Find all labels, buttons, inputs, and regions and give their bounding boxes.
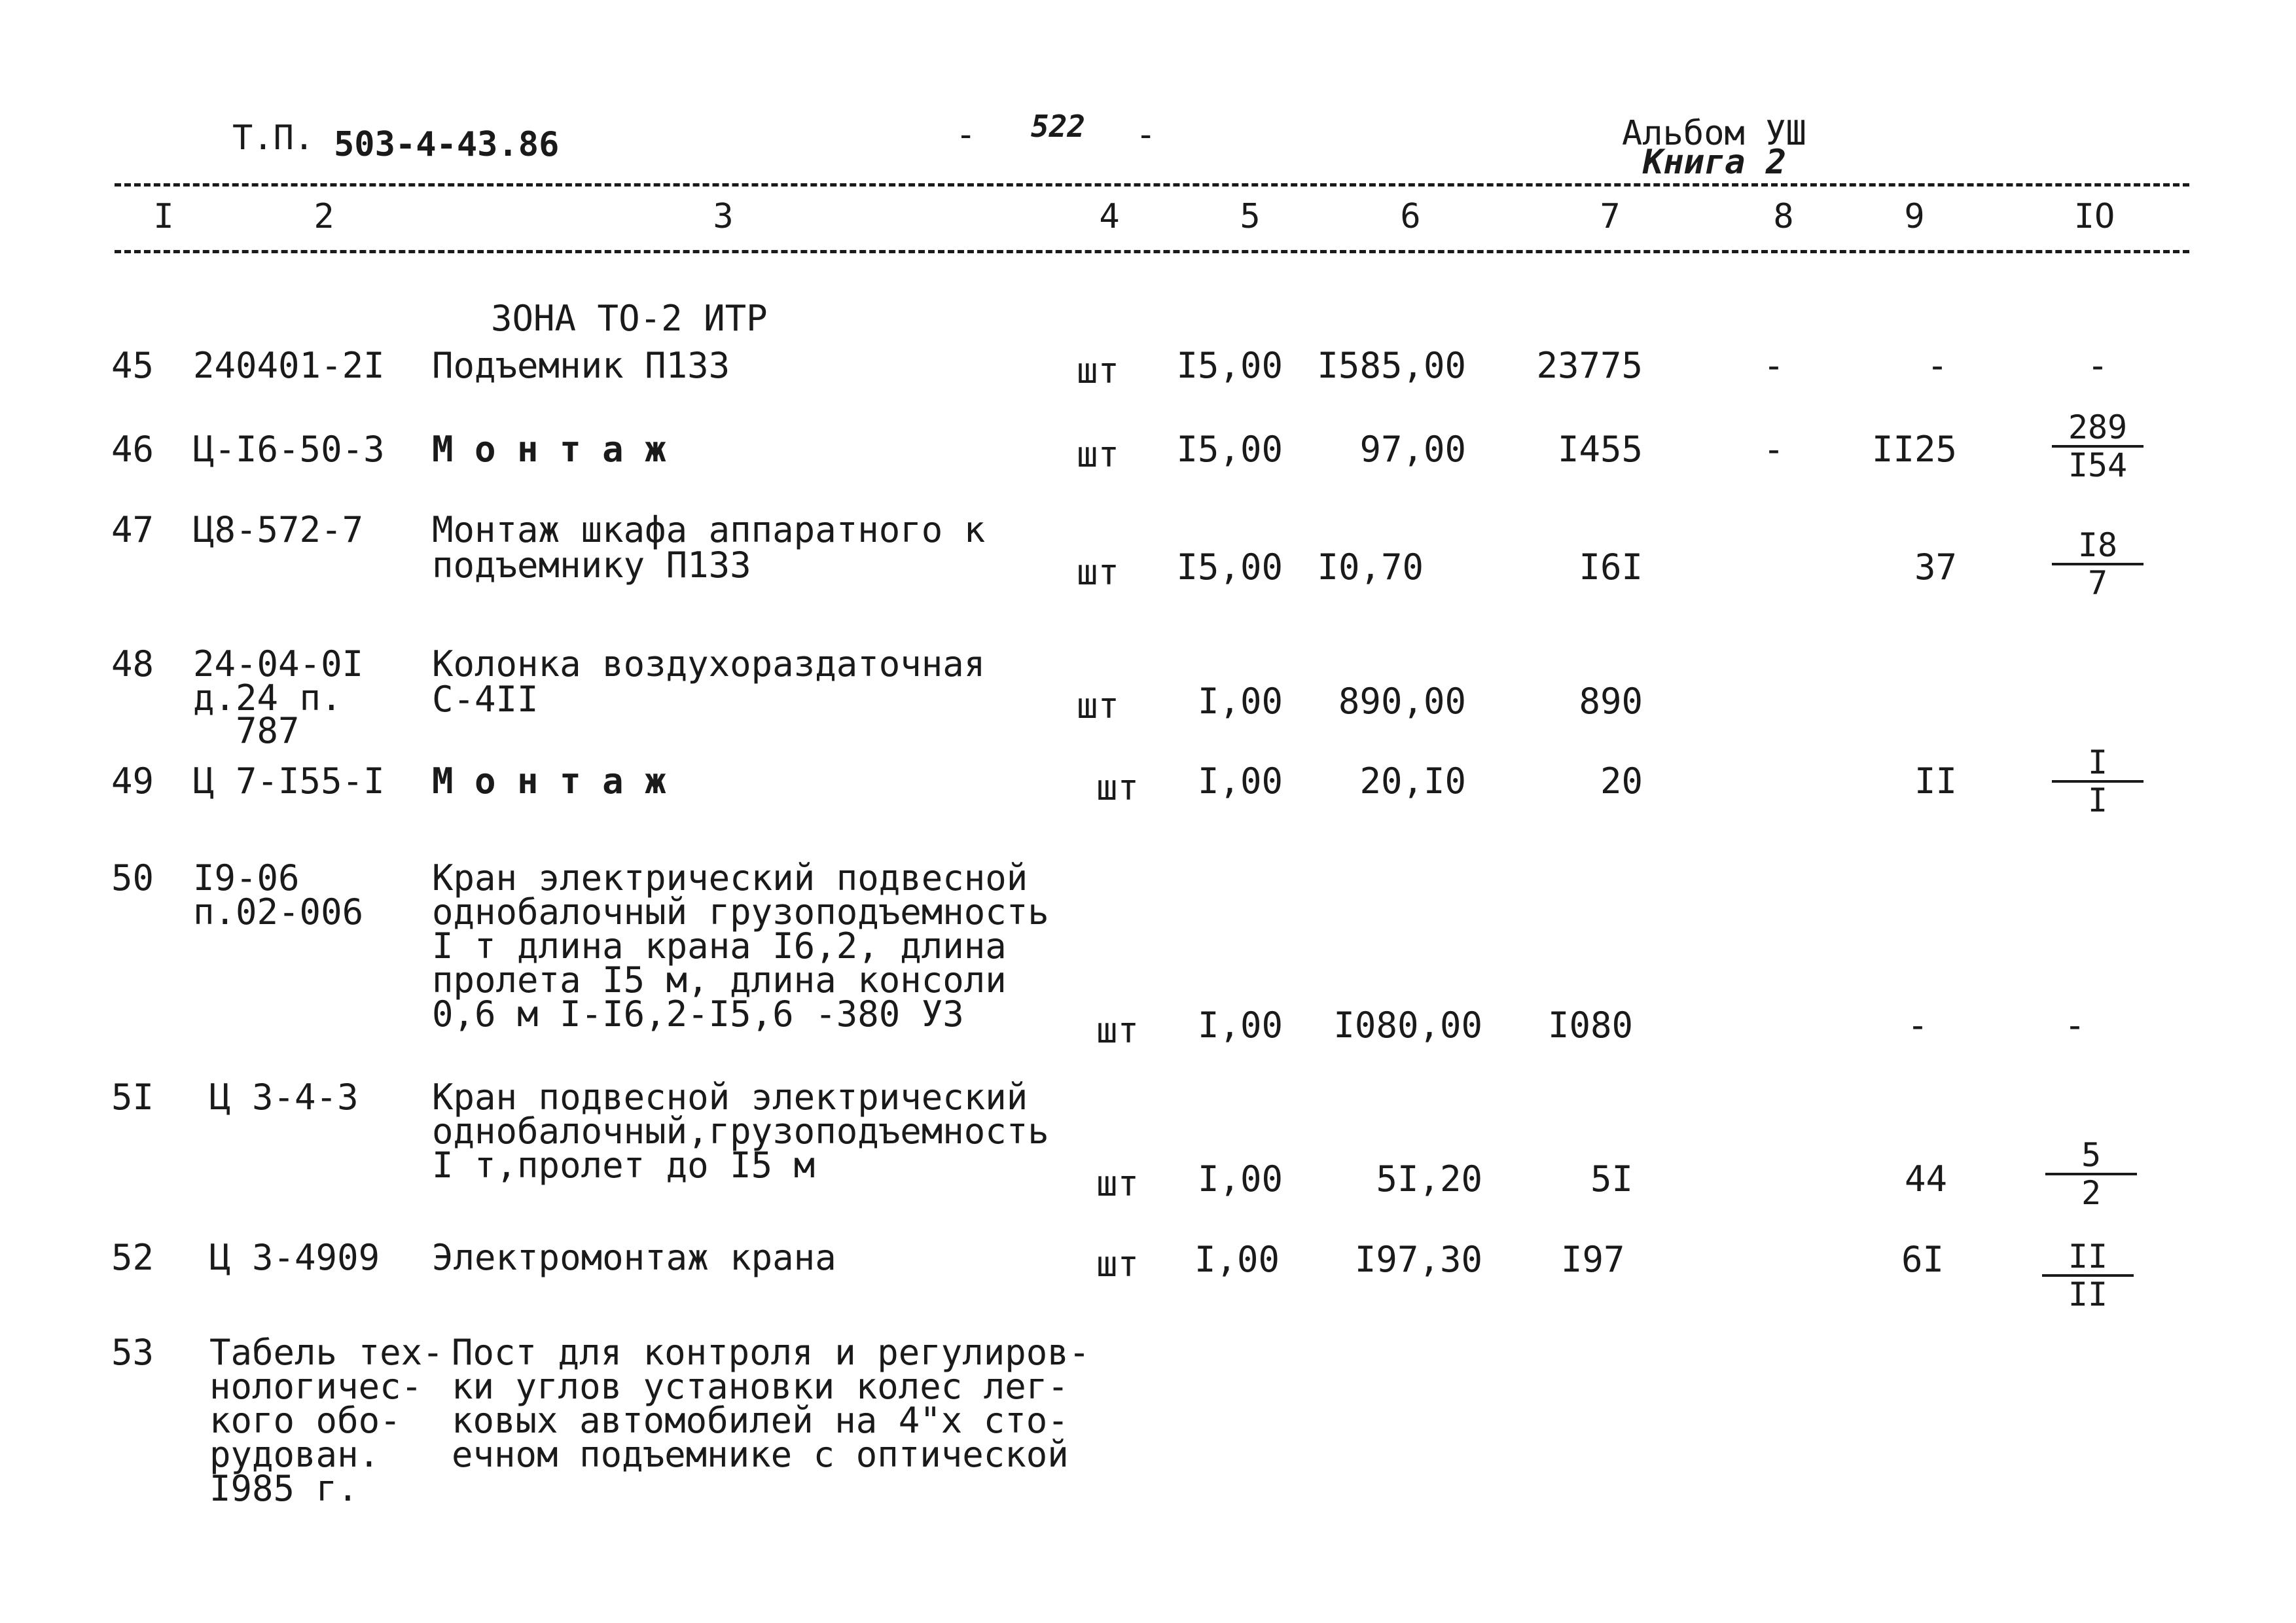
row-48-unit: шт: [1077, 685, 1120, 726]
row-53-code-line-4: рудован.: [209, 1434, 380, 1475]
row-45-price: I585,00: [1317, 345, 1466, 386]
row-45-num: 45: [111, 345, 154, 386]
header-top-rule: [115, 183, 2189, 187]
col-header-10: IO: [2073, 197, 2115, 236]
row-47-code: Ц8-572-7: [193, 509, 364, 550]
row-52-total: I97: [1561, 1239, 1625, 1280]
row-53-desc-line-2: ки углов установки колес лег-: [452, 1366, 1069, 1407]
col-header-4: 4: [1099, 197, 1120, 236]
row-49-col9: II: [1914, 760, 1957, 802]
row-47-col9: 37: [1914, 546, 1957, 588]
row-46-col9: II25: [1871, 429, 1957, 470]
row-45-unit: шт: [1077, 350, 1120, 391]
row-51-desc-line-1: Кран подвесной электрический: [432, 1077, 1028, 1118]
row-49-col10-fraction: [2045, 743, 2150, 819]
row-50-price: I080,00: [1333, 1005, 1482, 1046]
row-49-qty: I,00: [1197, 760, 1283, 802]
row-48-code-line-1: 24-04-0I: [193, 643, 364, 685]
row-51-col9: 44: [1904, 1158, 1947, 1200]
col-header-3: 3: [713, 197, 734, 236]
row-49-unit: шт: [1096, 767, 1139, 808]
row-48-qty: I,00: [1197, 681, 1283, 722]
tp-number: 503-4-43.86: [334, 125, 560, 164]
row-48-num: 48: [111, 643, 154, 685]
row-45-desc: Подъемник П133: [432, 345, 730, 386]
row-45-col9: -: [1926, 345, 1948, 386]
row-52-unit: шт: [1096, 1243, 1139, 1285]
album-label: Альбом УШ: [1622, 114, 1806, 153]
row-50-desc-line-3: I т длина крана I6,2, длина: [432, 925, 1007, 967]
row-45-col10: -: [2087, 345, 2109, 386]
page-dash-left: -: [956, 115, 977, 154]
row-53-desc-line-3: ковых автомобилей на 4"х сто-: [452, 1400, 1069, 1441]
row-47-qty: I5,00: [1176, 546, 1283, 588]
row-51-total: 5I: [1590, 1158, 1633, 1200]
row-47-desc-line-2: подъемнику П133: [432, 544, 751, 586]
row-46-col8: -: [1763, 429, 1785, 470]
page-dash-right: -: [1136, 115, 1157, 154]
row-50-desc-line-4: пролета I5 м, длина консоли: [432, 959, 1007, 1001]
row-53-desc-line-4: ечном подъемнике с оптической: [452, 1434, 1069, 1475]
row-52-price: I97,30: [1354, 1239, 1482, 1280]
row-50-desc-line-2: однобалочный грузоподъемность: [432, 891, 1049, 933]
row-49-price: 20,I0: [1359, 760, 1466, 802]
row-48-desc-line-2: С-4II: [432, 679, 539, 720]
row-52-col10-numerator: II: [2068, 1238, 2108, 1275]
row-46-num: 46: [111, 429, 154, 470]
col-header-5: 5: [1240, 197, 1261, 236]
row-50-total: I080: [1547, 1005, 1633, 1046]
row-51-unit: шт: [1096, 1163, 1139, 1204]
row-50-num: 50: [111, 857, 154, 899]
row-52-col10-denominator: II: [2068, 1275, 2108, 1313]
header-bottom-rule: [115, 250, 2189, 253]
row-49-num: 49: [111, 760, 154, 802]
col-header-7: 7: [1600, 197, 1621, 236]
row-48-total: 890: [1579, 681, 1643, 722]
row-45-code: 240401-2I: [193, 345, 385, 386]
row-52-col10-fraction: [2036, 1240, 2140, 1311]
row-51-col10-fraction: [2039, 1136, 2144, 1212]
col-header-9: 9: [1904, 197, 1925, 236]
row-50-qty: I,00: [1197, 1005, 1283, 1046]
row-53-code-line-1: Табель тех-: [209, 1332, 444, 1373]
row-46-code: Ц-I6-50-3: [193, 429, 385, 470]
row-50-col9: -: [1907, 1005, 1929, 1046]
row-49-desc: М о н т а ж: [432, 760, 666, 802]
tp-label: Т.П.: [232, 118, 315, 158]
row-50-code-line-1: I9-06: [193, 857, 300, 899]
row-52-code: Ц 3-4909: [209, 1237, 380, 1278]
row-50-desc-line-5: 0,6 м I-I6,2-I5,6 -380 У3: [432, 993, 964, 1035]
row-46-desc: М о н т а ж: [432, 429, 666, 470]
row-46-total: I455: [1557, 429, 1643, 470]
row-49-col10-numerator: I: [2087, 743, 2108, 781]
row-45-col8: -: [1763, 345, 1785, 386]
row-52-desc: Электромонтаж крана: [432, 1237, 836, 1278]
row-51-desc-line-3: I т,пролет до I5 м: [432, 1145, 816, 1186]
page-number: 522: [1031, 109, 1086, 144]
col-header-2: 2: [314, 197, 334, 236]
row-47-unit: шт: [1077, 552, 1120, 593]
row-50-col10: -: [2064, 1005, 2086, 1046]
section-title: ЗОНА ТО-2 ИТР: [491, 298, 768, 339]
col-header-1: I: [153, 197, 174, 236]
row-47-col10-fraction: [2045, 526, 2150, 602]
row-49-col10-denominator: I: [2087, 781, 2108, 819]
row-52-col9: 6I: [1901, 1239, 1944, 1280]
row-53-num: 53: [111, 1332, 154, 1373]
row-51-qty: I,00: [1197, 1158, 1283, 1200]
row-48-code-line-3: 787: [236, 710, 300, 751]
row-47-col10-denominator: 7: [2087, 564, 2108, 602]
row-45-qty: I5,00: [1176, 345, 1283, 386]
row-53-code-line-5: I985 г.: [209, 1468, 359, 1509]
row-51-num: 5I: [111, 1077, 154, 1118]
row-49-total: 20: [1600, 760, 1643, 802]
row-46-unit: шт: [1077, 434, 1120, 475]
row-52-num: 52: [111, 1237, 154, 1278]
row-48-price: 890,00: [1338, 681, 1466, 722]
row-46-col10-numerator: 289: [2068, 408, 2128, 446]
row-48-code-line-2: д.24 п.: [193, 677, 342, 719]
row-48-desc-line-1: Колонка воздухораздаточная: [432, 643, 986, 685]
row-47-total: I6I: [1579, 546, 1643, 588]
row-51-desc-line-2: однобалочный,грузоподъемность: [432, 1111, 1049, 1152]
row-45-total: 23775: [1536, 345, 1643, 386]
row-51-price: 5I,20: [1376, 1158, 1482, 1200]
col-header-8: 8: [1773, 197, 1794, 236]
row-47-price: I0,70: [1317, 546, 1424, 588]
row-46-col10-fraction: [2045, 408, 2150, 484]
row-46-qty: I5,00: [1176, 429, 1283, 470]
row-50-unit: шт: [1096, 1010, 1139, 1051]
row-53-desc-line-1: Пост для контроля и регулиров-: [452, 1332, 1090, 1373]
row-46-price: 97,00: [1359, 429, 1466, 470]
row-52-qty: I,00: [1194, 1239, 1280, 1280]
row-47-desc-line-1: Монтаж шкафа аппаратного к: [432, 509, 986, 550]
row-49-code: Ц 7-I55-I: [193, 760, 385, 802]
row-51-code: Ц 3-4-3: [209, 1077, 359, 1118]
row-46-col10-denominator: I54: [2068, 446, 2128, 484]
row-51-col10-numerator: 5: [2081, 1136, 2102, 1174]
row-47-col10-numerator: I8: [2077, 526, 2118, 564]
book-label: Книга 2: [1643, 143, 1787, 182]
row-50-desc-line-1: Кран электрический подвесной: [432, 857, 1028, 899]
row-53-code-line-2: нологичес-: [209, 1366, 423, 1407]
row-51-col10-denominator: 2: [2081, 1174, 2102, 1212]
row-47-num: 47: [111, 509, 154, 550]
row-53-code-line-3: кого обо-: [209, 1400, 401, 1441]
row-50-code-line-2: п.02-006: [193, 891, 364, 933]
col-header-6: 6: [1400, 197, 1421, 236]
